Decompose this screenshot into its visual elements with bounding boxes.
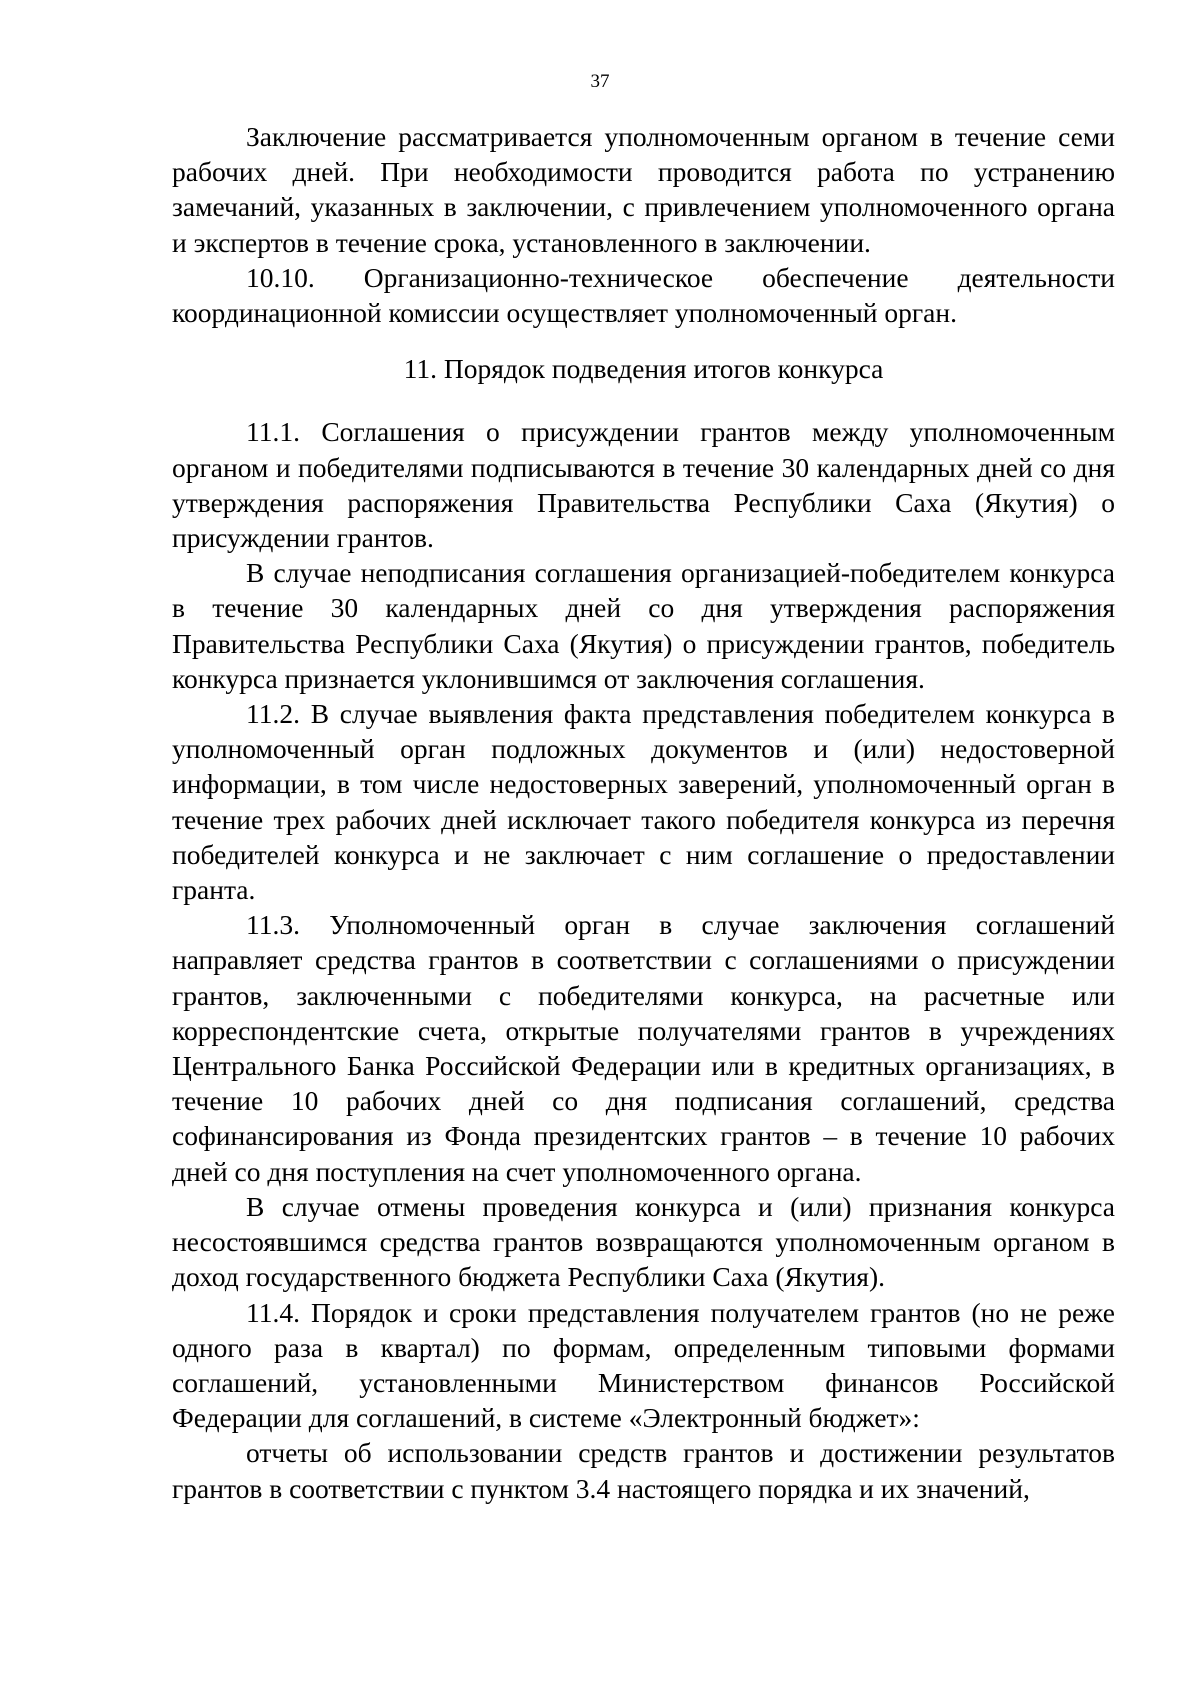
paragraph-cancellation: В случае отмены проведения конкурса и (или) признания конкурса несостоявшимся средства грантов возвращаются уполномоченным органом в доход государственного бюджета Республики Саха (Якутия). bbox=[172, 1190, 1115, 1293]
paragraph-11-1: 11.1. Соглашения о присуждении грантов между уполномоченным органом и победителями подписываются в течение 30 календарных дней со дня утверждения распоряжения Правительства Республики Саха (Якутия) о присуждении грантов. bbox=[172, 416, 1115, 554]
paragraph-11-3: 11.3. Уполномоченный орган в случае заключения соглашений направляет средства грантов в соответствии с соглашениями о присуждении грантов, заключенными с победителями конкурса, на расчетные или корреспондентские счета, открытые получателями грантов в учреждениях Центрального Банка Российской Федерации или в кредитных организациях, в течение 10 рабочих дней со дня подписания соглашений, средства софинансирования из Фонда президентских грантов – в течение 10 рабочих дней со дня поступления на счет уполномоченного органа. bbox=[172, 909, 1115, 1187]
paragraph-conclusion-review: Заключение рассматривается уполномоченным органом в течение семи рабочих дней. При необходимости проводится работа по устранению замечаний, указанных в заключении, с привлечением уполномоченного органа и экспертов в течение срока, установленного в заключении. bbox=[172, 121, 1115, 258]
paragraph-reports: отчеты об использовании средств грантов и достижении результатов грантов в соответствии с пунктом 3.4 настоящего порядка и их значений, bbox=[172, 1437, 1115, 1504]
paragraph-11-4: 11.4. Порядок и сроки представления получателем грантов (но не реже одного раза в квартал) по формам, определенным типовыми формами соглашений, установленными Министерством финансов Российской Федерации для соглашений, в системе «Электронный бюджет»: bbox=[172, 1296, 1115, 1434]
page-number: 37 bbox=[590, 71, 610, 92]
paragraph-10-10: 10.10. Организационно-техническое обеспечение деятельности координационной комиссии осуществляет уполномоченный орган. bbox=[172, 261, 1115, 329]
section-heading: 11. Порядок подведения итогов конкурса bbox=[403, 353, 884, 385]
document-body bbox=[172, 119, 1115, 1506]
paragraph-non-signing: В случае неподписания соглашения организацией-победителем конкурса в течение 30 календарных дней со дня утверждения распоряжения Правительства Республики Саха (Якутия) о присуждении грантов, победитель конкурса признается уклонившимся от заключения соглашения. bbox=[172, 557, 1115, 694]
paragraph-11-2: 11.2. В случае выявления факта представления победителем конкурса в уполномоченный орган подложных документов и (или) недостоверной информации, в том числе недостоверных заверений, уполномоченный орган в течение трех рабочих дней исключает такого победителя конкурса из перечня победителей конкурса и не заключает с ним соглашение о предоставлении гранта. bbox=[172, 698, 1115, 906]
